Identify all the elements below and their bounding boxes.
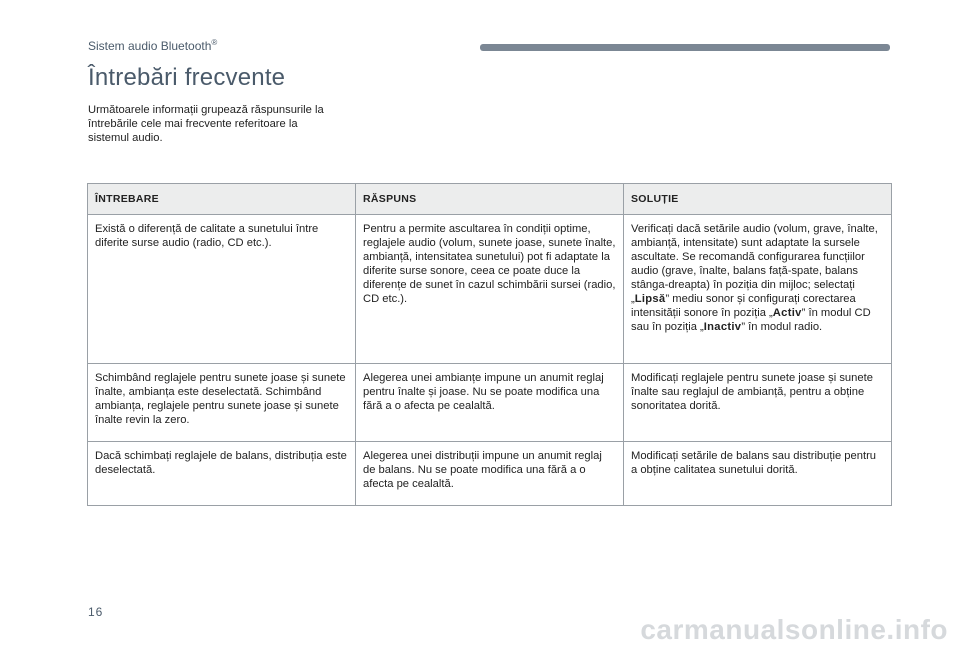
keyword-lipsa: Lipsă bbox=[634, 293, 666, 305]
page-number: 16 bbox=[88, 605, 104, 619]
question-cell: Schimbând reglajele pentru sunete joase și sunete înalte, ambianța este deselectată. Schimbând ambianța, reglajele pentru sunete joase și sunete înalte revin la zero. bbox=[88, 364, 356, 442]
watermark-link[interactable]: carmanualsonline.info bbox=[640, 614, 948, 645]
column-header-solution: SOLUȚIE bbox=[624, 184, 892, 215]
page-title: Întrebări frecvente bbox=[88, 64, 286, 91]
header-bar bbox=[480, 44, 890, 51]
solution-cell: Modificați reglajele pentru sunete joase și sunete înalte sau reglajul de ambianță, pentru a obține sonoritatea dorită. bbox=[624, 364, 892, 442]
keyword-inactiv: Inactiv bbox=[703, 321, 742, 333]
solution-cell: Modificați setările de balans sau distribuție pentru a obține calitatea sunetului dorită. bbox=[624, 442, 892, 506]
section-label bbox=[88, 38, 217, 53]
solution-text: Verificați dacă setările audio (volum, grave, înalte, ambianță, intensitate) sunt adaptate la sursele ascultate. Se recomandă configurarea funcțiilor audio (grave, înalte, balans față-spate, balans stânga-dreapta) în poziția din mijloc; selectați „ bbox=[631, 223, 878, 305]
table-header-row bbox=[88, 184, 892, 215]
answer-cell: Alegerea unei ambianțe impune un anumit reglaj pentru înalte și joase. Nu se poate modifica una fără a o afecta pe cealaltă. bbox=[356, 364, 624, 442]
solution-text: ” în modul radio. bbox=[741, 321, 823, 333]
table-row bbox=[88, 215, 892, 364]
faq-table bbox=[87, 183, 892, 506]
table-row bbox=[88, 442, 892, 506]
solution-cell bbox=[624, 215, 892, 364]
column-header-answer: RĂSPUNS bbox=[356, 184, 624, 215]
question-cell: Există o diferență de calitate a sunetului între diferite surse audio (radio, CD etc.). bbox=[88, 215, 356, 364]
intro-paragraph: Următoarele informații grupează răspunsurile la întrebările cele mai frecvente referitoare la sistemul audio. bbox=[88, 104, 324, 144]
solution-text: ” în modul CD sau în poziția „ bbox=[631, 307, 871, 333]
answer-cell: Alegerea unei distribuții impune un anumit reglaj de balans. Nu se poate modifica una fără a o afecta pe cealaltă. bbox=[356, 442, 624, 506]
registered-mark: ® bbox=[211, 38, 218, 47]
keyword-activ: Activ bbox=[772, 307, 802, 319]
table-row bbox=[88, 364, 892, 442]
question-cell: Dacă schimbați reglajele de balans, distribuția este deselectată. bbox=[88, 442, 356, 506]
column-header-question: ÎNTREBARE bbox=[88, 184, 356, 215]
answer-cell: Pentru a permite ascultarea în condiții optime, reglajele audio (volum, sunete joase, sunete înalte, ambianță, intensitatea sunetului) pot fi adaptate la diferite surse sonore, ceea ce poate duce la diferențe de sunet în cazul schimbării sursei (radio, CD etc.). bbox=[356, 215, 624, 364]
solution-text: ” mediu sonor și configurați corectarea intensității sonore în poziția „ bbox=[631, 293, 856, 319]
section-label-text: Sistem audio Bluetooth bbox=[88, 39, 212, 53]
